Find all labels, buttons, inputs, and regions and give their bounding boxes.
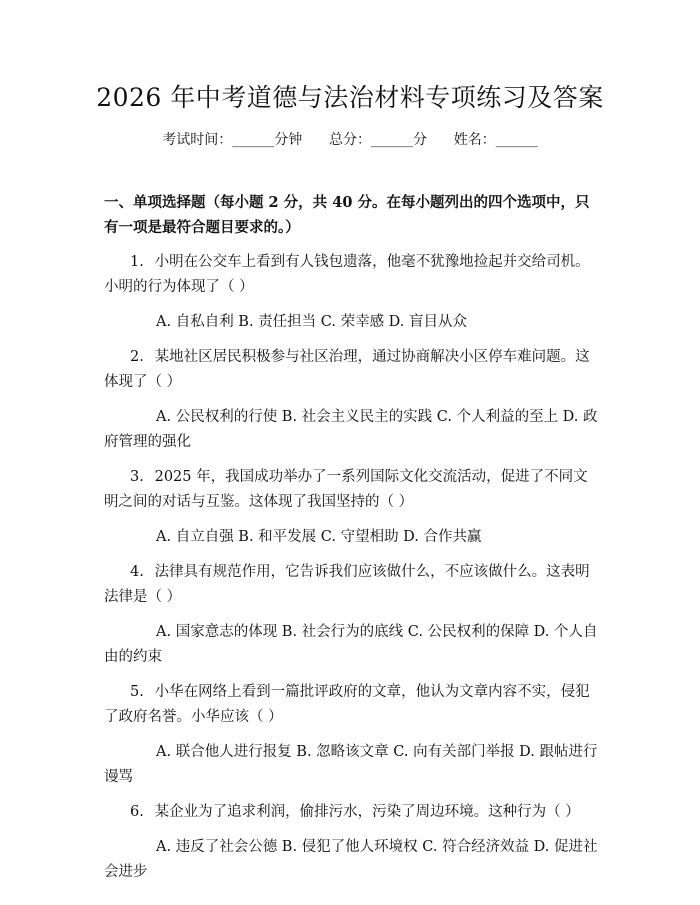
question-stem: 小华在网络上看到一篇批评政府的文章，他认为文章内容不实，侵犯了政府名誉。小华应该（ ）	[104, 684, 590, 725]
exam-content	[104, 190, 600, 895]
question-5-options: A. 联合他人进行报复 B. 忽略该文章 C. 向有关部门举报 D. 跟帖进行谩骂	[104, 744, 598, 785]
question-number: 1.	[130, 254, 144, 270]
name-field: 姓名：______	[453, 132, 538, 148]
total-score-field: 总分：______分	[329, 132, 427, 148]
question-number: 5.	[130, 684, 144, 700]
question-stem: 小明在公交车上看到有人钱包遗落，他毫不犹豫地捡起并交给司机。小明的行为体现了（ ）	[104, 254, 590, 295]
question-1	[104, 250, 600, 300]
question-6	[104, 800, 600, 825]
question-3-options: A. 自立自强 B. 和平发展 C. 守望相助 D. 合作共赢	[156, 529, 482, 545]
question-number: 4.	[130, 564, 144, 580]
question-6-options: A. 违反了社会公德 B. 侵犯了他人环境权 C. 符合经济效益 D. 促进社会进步	[104, 839, 598, 880]
question-stem: 2025 年，我国成功举办了一系列国际文化交流活动，促进了不同文明之间的对话与互鉴。这体现了我国坚持的（ ）	[104, 469, 588, 510]
question-number: 6.	[130, 804, 144, 820]
question-5	[104, 680, 600, 730]
question-stem: 某地社区居民积极参与社区治理，通过协商解决小区停车难问题。这体现了（ ）	[104, 349, 590, 390]
document-title: 2026 年中考道德与法治材料专项练习及答案	[96, 83, 604, 112]
question-3	[104, 465, 600, 515]
exam-time-field: 考试时间：______分钟	[162, 132, 303, 148]
question-number: 3.	[130, 469, 144, 485]
question-number: 2.	[130, 349, 144, 365]
question-4	[104, 560, 600, 610]
question-1-options: A. 自私自利 B. 责任担当 C. 荣幸感 D. 盲目从众	[156, 314, 468, 330]
section-heading: 一、单项选择题（每小题 2 分，共 40 分。在每小题列出的四个选项中，只有一项是最符合题目要求的。）	[104, 194, 590, 236]
question-2	[104, 345, 600, 395]
question-stem: 某企业为了追求利润，偷排污水，污染了周边环境。这种行为（ ）	[154, 804, 580, 820]
exam-meta	[0, 130, 700, 150]
question-4-options: A. 国家意志的体现 B. 社会行为的底线 C. 公民权利的保障 D. 个人自由的约束	[104, 624, 598, 665]
question-2-options: A. 公民权利的行使 B. 社会主义民主的实践 C. 个人利益的至上 D. 政府管理的强化	[104, 409, 598, 450]
question-stem: 法律具有规范作用，它告诉我们应该做什么，不应该做什么。这表明法律是（ ）	[104, 564, 590, 605]
